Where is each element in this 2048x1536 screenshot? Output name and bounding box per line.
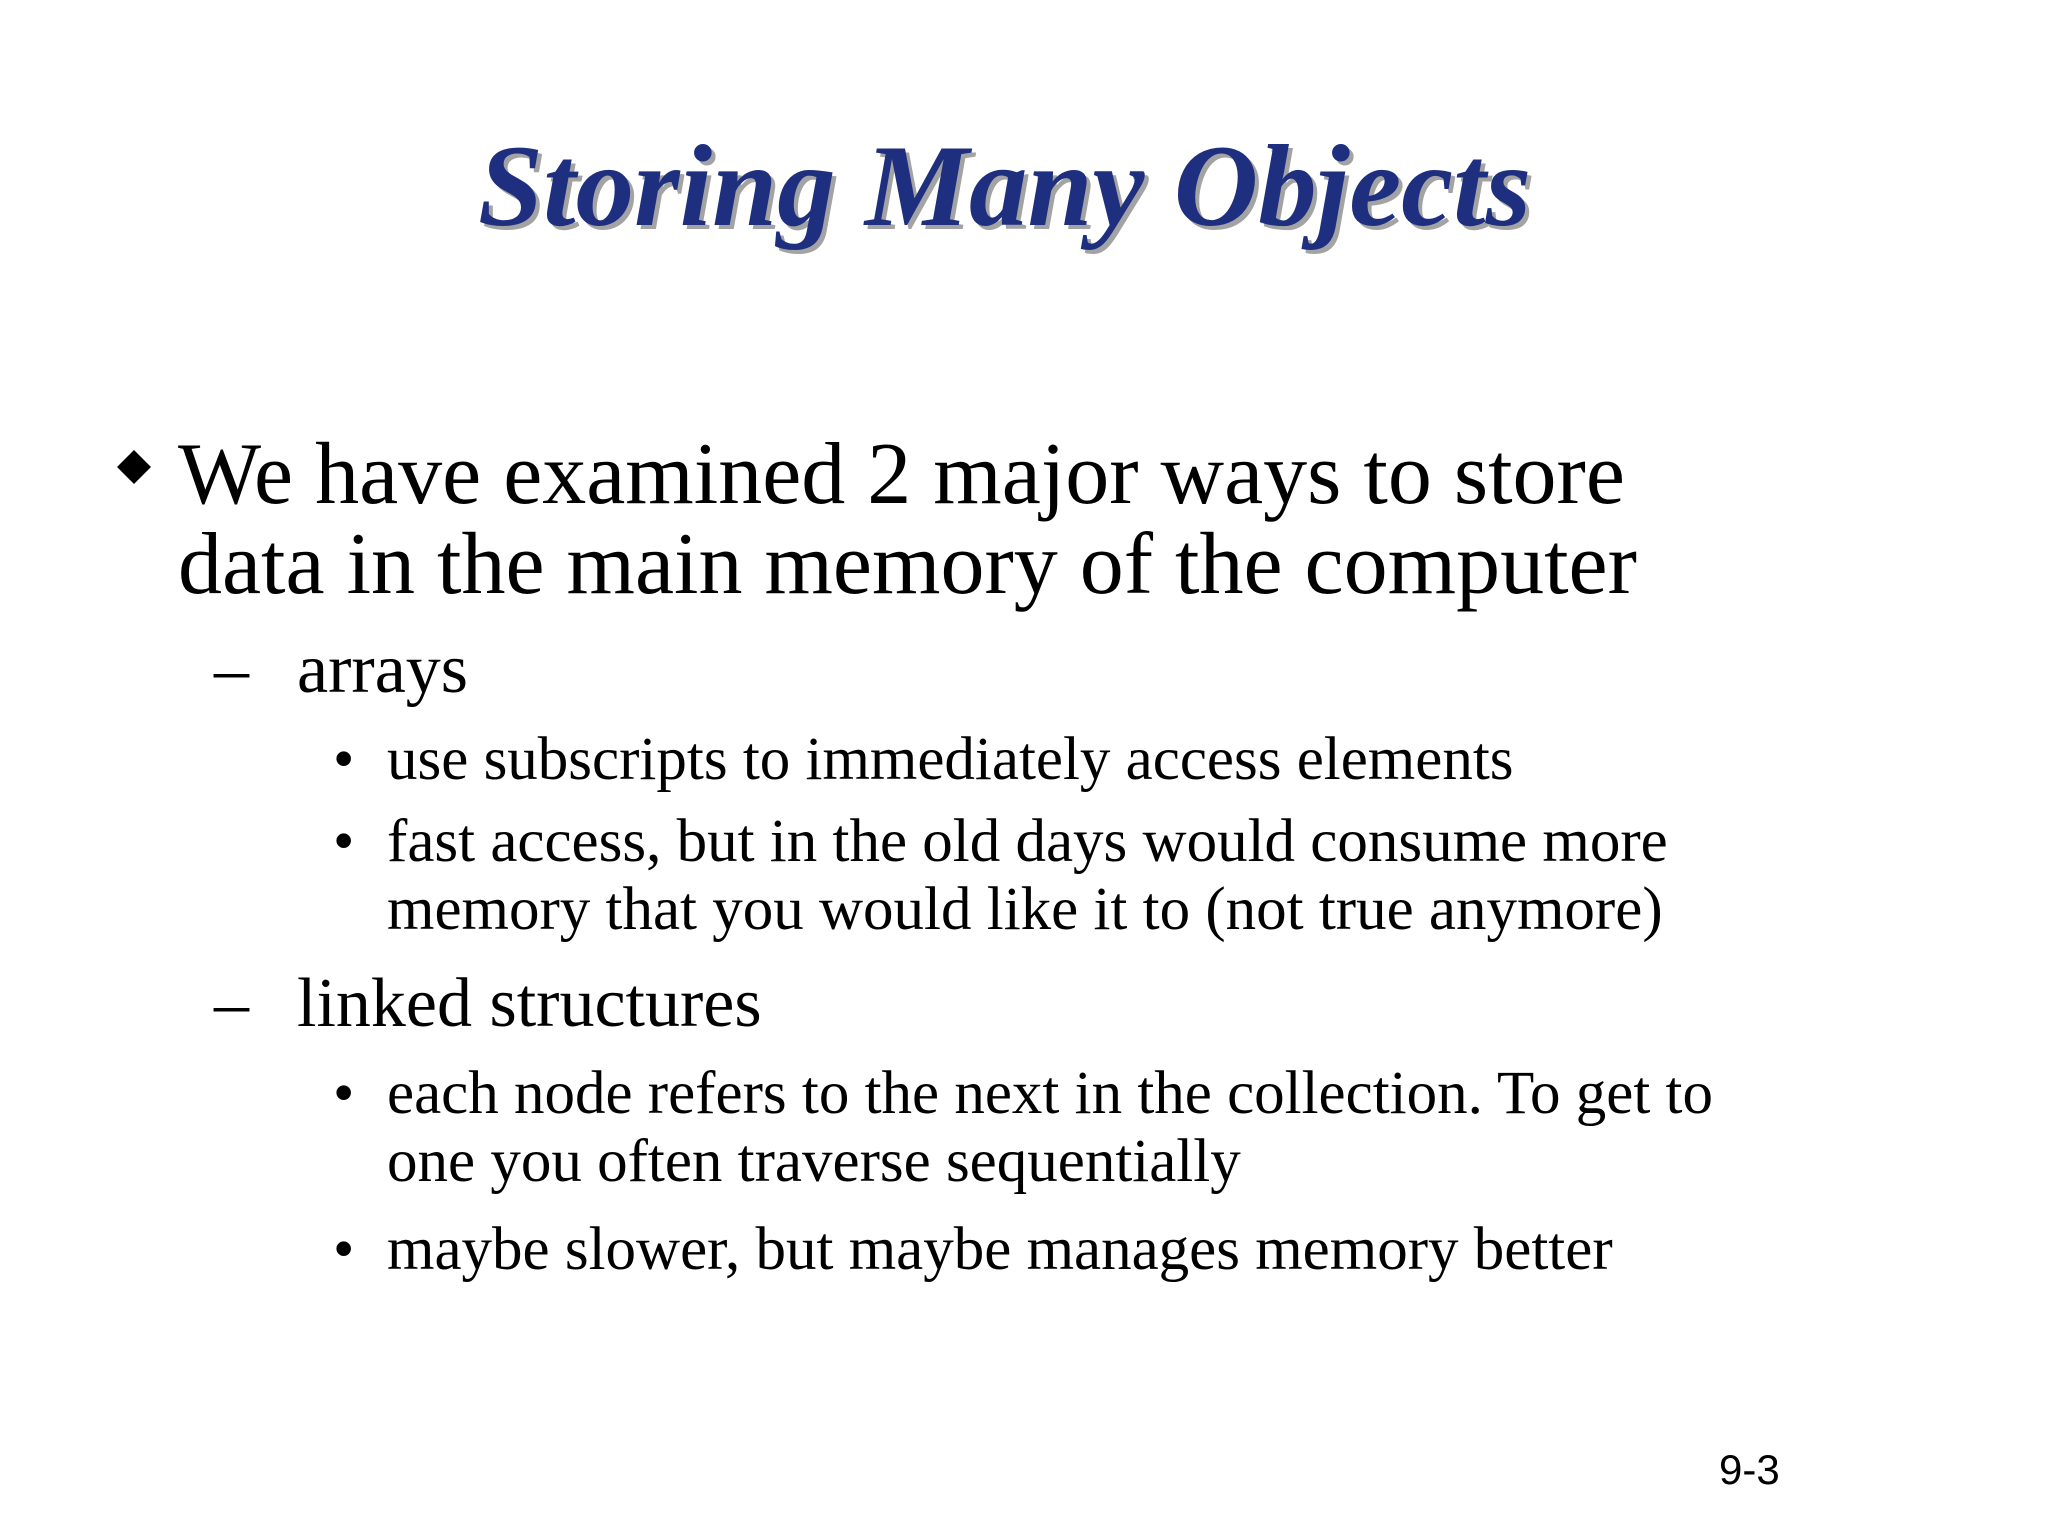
dash-bullet-icon: – [214, 965, 249, 1042]
sub-bullet-linked-structures: linked structures [297, 965, 762, 1042]
main-bullet-line-2: data in the main memory of the computer [178, 516, 1637, 613]
arrays-item-2-line-2: memory that you would like it to (not true anymore) [387, 876, 1663, 943]
dot-bullet-icon: • [333, 726, 355, 793]
sub-bullet-arrays: arrays [297, 631, 469, 708]
slide-title: Storing Many Objects [478, 122, 1532, 251]
page-number: 9-3 [1719, 1446, 1780, 1493]
dash-bullet-icon: – [214, 631, 249, 708]
dot-bullet-icon: • [333, 808, 355, 875]
dot-bullet-icon: • [333, 1060, 355, 1127]
arrays-item-1: use subscripts to immediately access elements [387, 726, 1514, 793]
linked-item-1-line-1: each node refers to the next in the collection. To get to [387, 1060, 1713, 1127]
main-bullet-line-1: We have examined 2 major ways to store [178, 426, 1625, 523]
linked-item-2: maybe slower, but maybe manages memory better [387, 1216, 1613, 1283]
linked-item-1-line-2: one you often traverse sequentially [387, 1128, 1241, 1195]
diamond-bullet-icon [117, 450, 151, 484]
arrays-item-2-line-1: fast access, but in the old days would consume more [387, 808, 1668, 875]
dot-bullet-icon: • [333, 1216, 355, 1283]
